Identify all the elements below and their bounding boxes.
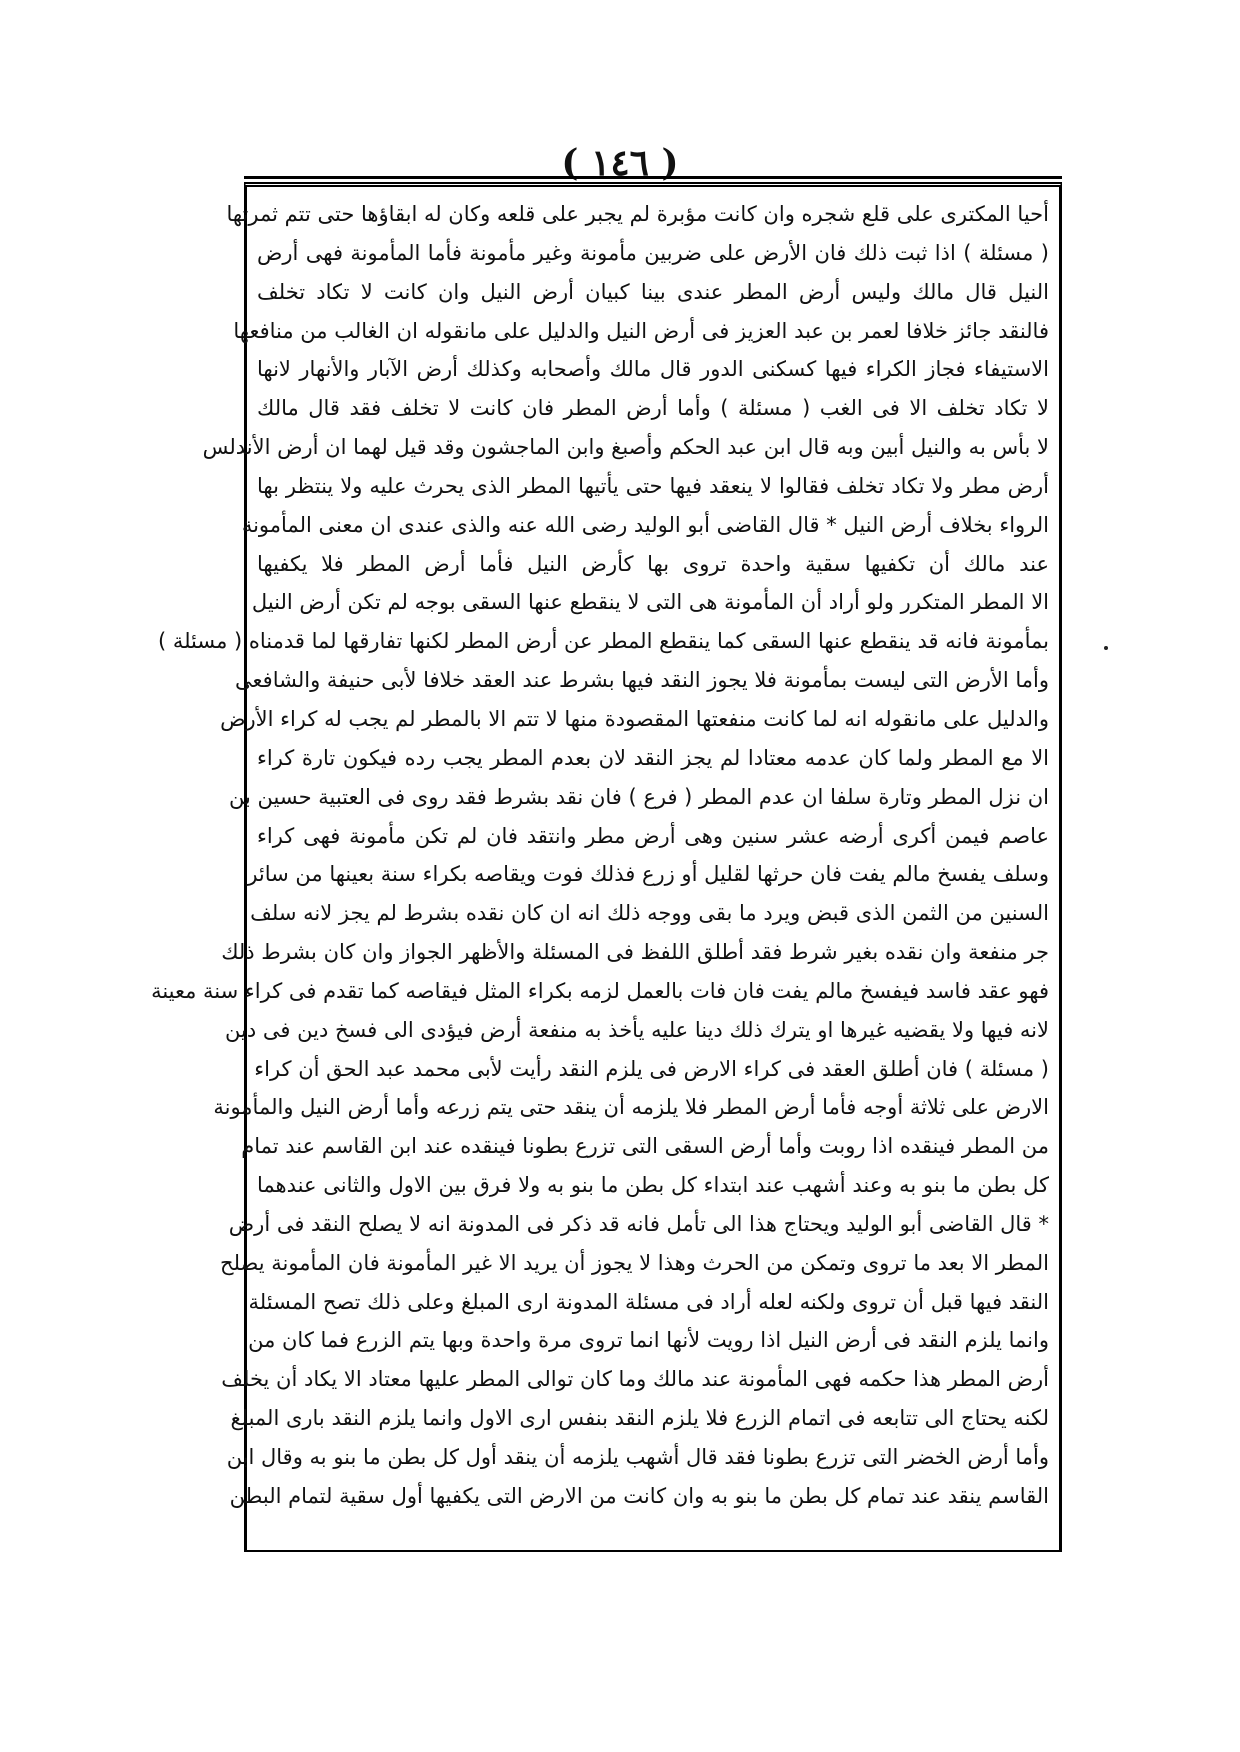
- text-line: بمأمونة فانه قد ينقطع عنها السقى كما ينقطع المطر عن أرض المطر لكنها تفارقها لما قدمناه ( مسئلة ): [157, 629, 1049, 654]
- text-line: النيل قال مالك وليس أرض المطر عندى بينا كبيان أرض النيل وان كانت لا تكاد تخلف: [257, 279, 1049, 304]
- text-line: والدليل على مانقوله انه لما كانت منفعتها المقصودة منها لا تتم الا بالمطر لم يجب له كراء الأرض: [220, 706, 1049, 731]
- page-number: ( ١٤٦ ): [561, 142, 679, 184]
- text-line: القاسم ينقد عند تمام كل بطن ما بنو به وان كانت من الارض التى يكفيها أول سقية لتمام البطن: [229, 1483, 1049, 1508]
- text-line: وسلف يفسخ مالم يفت فان حرثها لقليل أو زرع فذلك فوت ويقاصه بكراء سنة بعينها من سائر: [247, 862, 1049, 887]
- text-line: ان نزل المطر وتارة سلفا ان عدم المطر ( فرع ) فان نقد بشرط فقد روى فى العتبية حسين بن: [229, 784, 1049, 809]
- text-line: * قال القاضى أبو الوليد ويحتاج هذا الى تأمل فانه قد ذكر فى المدونة انه لا يصلح النقد فى أرض: [228, 1211, 1049, 1236]
- margin-dot: [1104, 646, 1108, 650]
- text-line: الا مع المطر ولما كان عدمه معتادا لم يجز النقد لان بعدم المطر يجب رده فيكون تارة كراء: [257, 745, 1049, 770]
- text-line: ( مسئلة ) اذا ثبت ذلك فان الأرض على ضربين مأمونة وغير مأمونة فأما المأمونة فهى أرض: [257, 240, 1049, 265]
- text-line: أرض المطر هذا حكمه فهى المأمونة عند مالك وما كان توالى المطر عليها معتاد الا يكاد أن يخلف: [221, 1367, 1049, 1392]
- text-line: من المطر فينقده اذا روبت وأما أرض السقى التى تزرع بطونا فينقده عند ابن القاسم عند تمام: [241, 1134, 1049, 1159]
- text-line: وأما الأرض التى ليست بمأمونة فلا يجوز النقد فيها بشرط عند العقد خلافا لأبى حنيفة والشافعى: [235, 668, 1049, 693]
- text-line: ( مسئلة ) فان أطلق العقد فى كراء الارض فى يلزم النقد رأيت لأبى محمد عبد الحق أن كراء: [254, 1056, 1049, 1081]
- text-line: لانه فيها ولا يقضيه غيرها او يترك ذلك دينا عليه يأخذ به منفعة أرض فيؤدى الى فسخ دين فى دين: [225, 1017, 1049, 1042]
- text-line: لا تكاد تخلف الا فى الغب ( مسئلة ) وأما أرض المطر فان كانت لا تخلف فقد قال مالك: [257, 396, 1049, 421]
- text-frame: [151, 182, 1062, 1552]
- text-line: المطر الا بعد ما تروى وتمكن من الحرث وهذا لا يجوز أن يريد الا غير المأمونة فان المأمونة يصلح: [220, 1250, 1049, 1275]
- text-line: الارض على ثلاثة أوجه فأما أرض المطر فلا يلزمه أن ينقد حتى يتم زرعه وأما أرض النيل والمأمونة: [213, 1095, 1049, 1120]
- text-line: عند مالك أن تكفيها سقية واحدة تروى بها كأرض النيل فأما أرض المطر فلا يكفيها: [257, 551, 1049, 576]
- text-line: النقد فيها قبل أن تروى ولكنه لعله أراد فى مسئلة المدونة ارى المبلغ وعلى ذلك تصح المسئلة: [248, 1289, 1049, 1314]
- text-line: أحيا المكترى على قلع شجره وان كانت مؤبرة لم يجبر على قلعه وكان له ابقاؤها حتى تتم ثمرتها: [226, 202, 1049, 226]
- text-line: فالنقد جائز خلافا لعمر بن عبد العزيز فى أرض النيل والدليل على مانقوله ان الغالب من منافعها: [233, 318, 1049, 343]
- text-line: وانما يلزم النقد فى أرض النيل اذا رويت لأنها انما تروى مرة واحدة وبها يتم الزرع فما كان من: [248, 1328, 1049, 1353]
- text-line: لكنه يحتاج الى تتابعه فى اتمام الزرع فلا يلزم النقد بنفس ارى الاول وانما يلزم النقد بارى المبلغ: [230, 1406, 1049, 1431]
- text-line: عاصم فيمن أكرى أرضه عشر سنين وهى أرض مطر وانتقد فان لم تكن مأمونة فهى كراء: [257, 823, 1049, 848]
- text-line: أرض مطر ولا تكاد تخلف فقالوا لا ينعقد فيها حتى يأتيها المطر الذى يحرث عليه ولا ينتظر بها: [257, 473, 1049, 498]
- text-line: وأما أرض الخضر التى تزرع بطونا فقد قال أشهب يلزمه أن ينقد أول كل بطن ما بنو به وقال ابن: [226, 1445, 1049, 1469]
- text-line: الرواء بخلاف أرض النيل * قال القاضى أبو الوليد رضى الله عنه والذى عندى ان معنى المأمونة: [241, 512, 1049, 537]
- text-line: فهو عقد فاسد فيفسخ مالم يفت فان فات بالعمل لزمه بكراء المثل فيقاصه كما تقدم فى كراء سنة معينة: [151, 978, 1049, 1003]
- text-line: الاستيفاء فجاز الكراء فيها كسكنى الدور قال مالك وأصحابه وكذلك أرض الآبار والأنهار لانها: [257, 357, 1049, 382]
- text-body: [151, 195, 1049, 1544]
- text-line: السنين من الثمن الذى قبض ويرد ما بقى ووجه ذلك انه ان كان نقده بشرط لم يجز لانه سلف: [250, 901, 1049, 926]
- text-line: لا بأس به والنيل أبين وبه قال ابن عبد الحكم وأصبغ وابن الماجشون وقد قيل لهما ان أرض الأندلس: [202, 435, 1049, 460]
- text-line: الا المطر المتكرر ولو أراد أن المأمونة هى التى لا ينقطع عنها السقى بوجه لم تكن أرض النيل: [251, 590, 1049, 615]
- text-line: جر منفعة وان نقده بغير شرط فقد أطلق اللفظ فى المسئلة والأظهر الجواز وان كان بشرط ذلك: [221, 940, 1049, 965]
- text-line: كل بطن ما بنو به وعند أشهب عند ابتداء كل بطن ما بنو به ولا فرق بين الاول والثانى عندهما: [257, 1173, 1049, 1198]
